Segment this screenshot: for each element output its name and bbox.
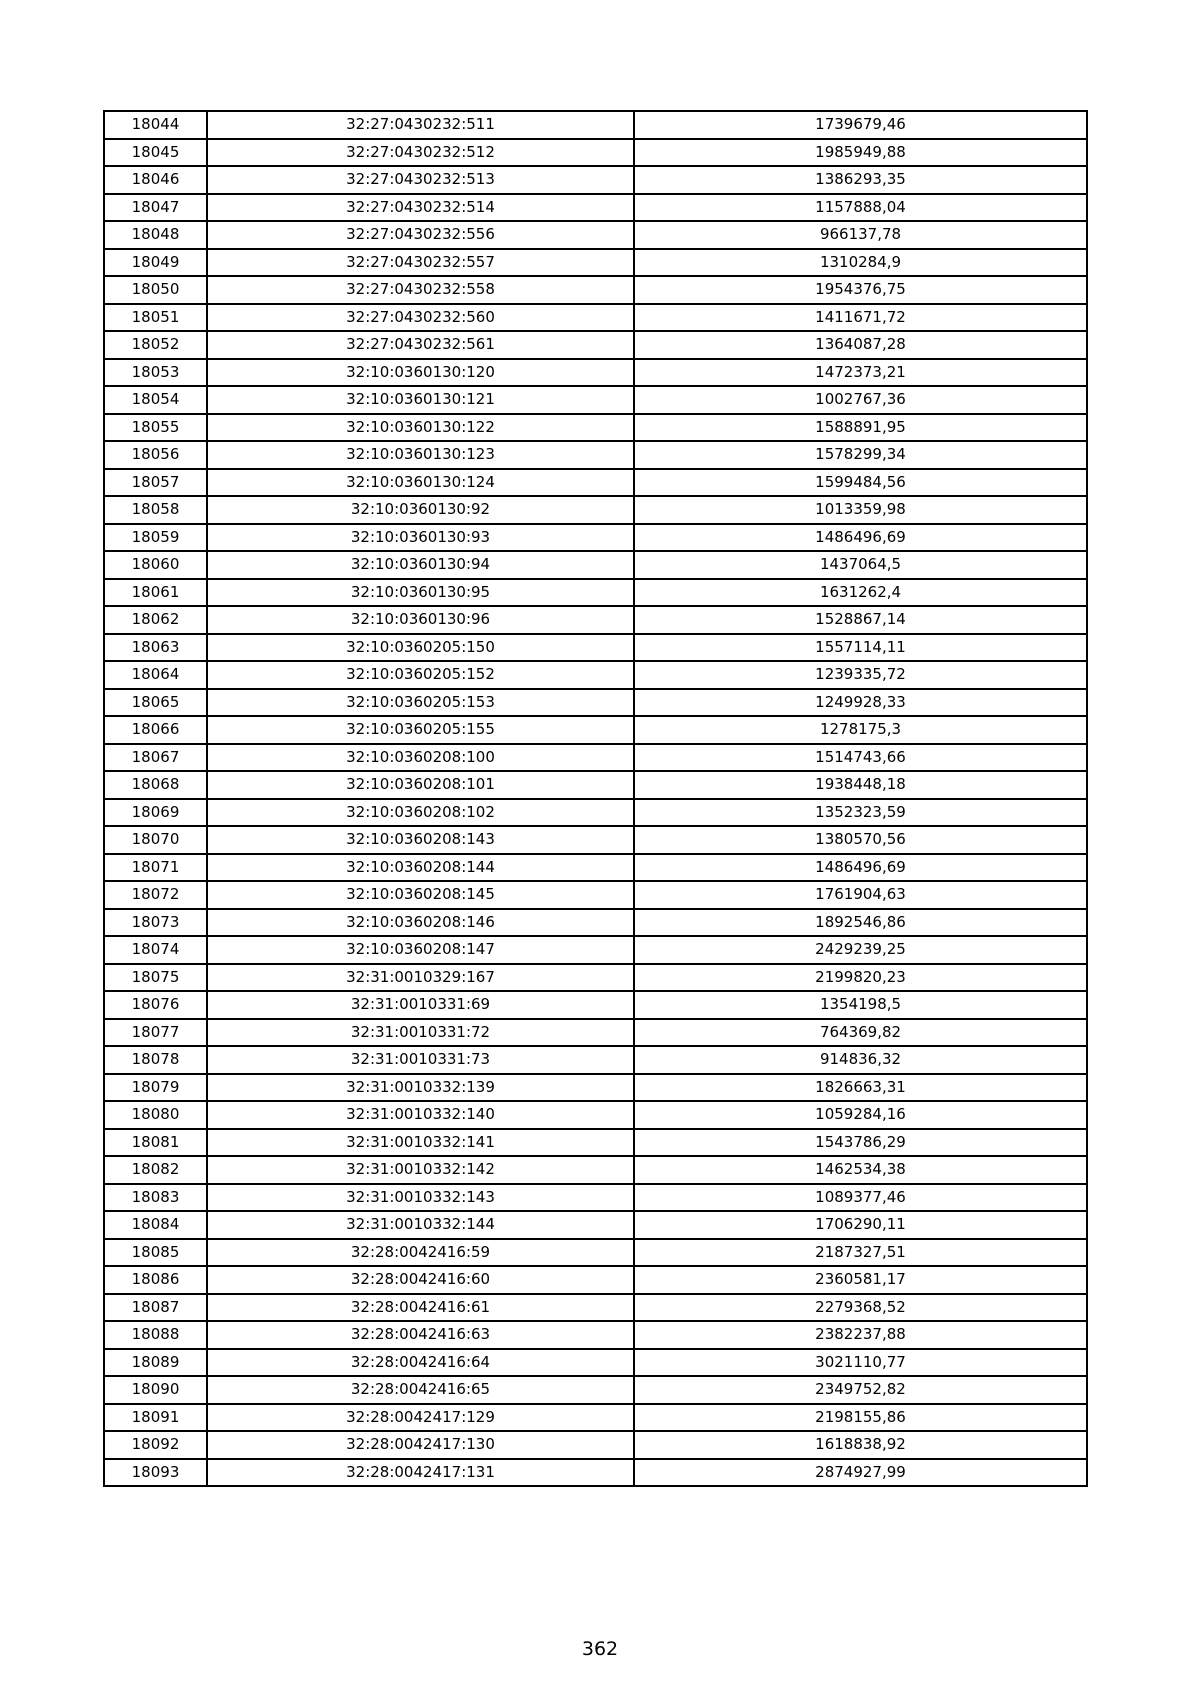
row-number-cell: 18087 bbox=[104, 1294, 207, 1322]
cadastral-number-cell: 32:31:0010331:72 bbox=[207, 1019, 634, 1047]
table-row bbox=[104, 1404, 1087, 1432]
cadastral-number-cell: 32:27:0430232:557 bbox=[207, 249, 634, 277]
cadastral-number-cell: 32:10:0360130:96 bbox=[207, 606, 634, 634]
table-row bbox=[104, 1349, 1087, 1377]
table-row bbox=[104, 111, 1087, 139]
row-number-cell: 18064 bbox=[104, 661, 207, 689]
value-cell: 2199820,23 bbox=[634, 964, 1087, 992]
value-cell: 1310284,9 bbox=[634, 249, 1087, 277]
value-cell: 1411671,72 bbox=[634, 304, 1087, 332]
table-row bbox=[104, 276, 1087, 304]
row-number-cell: 18072 bbox=[104, 881, 207, 909]
row-number-cell: 18060 bbox=[104, 551, 207, 579]
table-body bbox=[104, 111, 1087, 1486]
table-row bbox=[104, 359, 1087, 387]
cadastral-number-cell: 32:10:0360208:147 bbox=[207, 936, 634, 964]
cadastral-number-cell: 32:27:0430232:512 bbox=[207, 139, 634, 167]
row-number-cell: 18061 bbox=[104, 579, 207, 607]
cadastral-number-cell: 32:31:0010332:143 bbox=[207, 1184, 634, 1212]
table-row bbox=[104, 1459, 1087, 1487]
row-number-cell: 18089 bbox=[104, 1349, 207, 1377]
value-cell: 1599484,56 bbox=[634, 469, 1087, 497]
row-number-cell: 18081 bbox=[104, 1129, 207, 1157]
table-row bbox=[104, 771, 1087, 799]
table-row bbox=[104, 854, 1087, 882]
row-number-cell: 18082 bbox=[104, 1156, 207, 1184]
row-number-cell: 18067 bbox=[104, 744, 207, 772]
value-cell: 2874927,99 bbox=[634, 1459, 1087, 1487]
cadastral-number-cell: 32:10:0360205:155 bbox=[207, 716, 634, 744]
value-cell: 1588891,95 bbox=[634, 414, 1087, 442]
table-row bbox=[104, 1211, 1087, 1239]
row-number-cell: 18090 bbox=[104, 1376, 207, 1404]
table-row bbox=[104, 606, 1087, 634]
row-number-cell: 18052 bbox=[104, 331, 207, 359]
value-cell: 1002767,36 bbox=[634, 386, 1087, 414]
table-row bbox=[104, 634, 1087, 662]
table-row bbox=[104, 744, 1087, 772]
table-row bbox=[104, 249, 1087, 277]
row-number-cell: 18065 bbox=[104, 689, 207, 717]
cadastral-number-cell: 32:31:0010332:141 bbox=[207, 1129, 634, 1157]
table-row bbox=[104, 441, 1087, 469]
value-cell: 1486496,69 bbox=[634, 524, 1087, 552]
cadastral-number-cell: 32:28:0042417:130 bbox=[207, 1431, 634, 1459]
cadastral-number-cell: 32:31:0010332:140 bbox=[207, 1101, 634, 1129]
table-row bbox=[104, 1046, 1087, 1074]
value-cell: 1437064,5 bbox=[634, 551, 1087, 579]
cadastral-number-cell: 32:31:0010332:139 bbox=[207, 1074, 634, 1102]
row-number-cell: 18075 bbox=[104, 964, 207, 992]
page-number: 362 bbox=[581, 1638, 619, 1660]
table-row bbox=[104, 414, 1087, 442]
cadastral-number-cell: 32:10:0360130:94 bbox=[207, 551, 634, 579]
cadastral-number-cell: 32:10:0360205:150 bbox=[207, 634, 634, 662]
cadastral-number-cell: 32:10:0360130:92 bbox=[207, 496, 634, 524]
cadastral-number-cell: 32:10:0360130:93 bbox=[207, 524, 634, 552]
cadastral-number-cell: 32:10:0360208:145 bbox=[207, 881, 634, 909]
cadastral-number-cell: 32:10:0360208:101 bbox=[207, 771, 634, 799]
row-number-cell: 18053 bbox=[104, 359, 207, 387]
value-cell: 2429239,25 bbox=[634, 936, 1087, 964]
row-number-cell: 18054 bbox=[104, 386, 207, 414]
row-number-cell: 18057 bbox=[104, 469, 207, 497]
value-cell: 1985949,88 bbox=[634, 139, 1087, 167]
row-number-cell: 18092 bbox=[104, 1431, 207, 1459]
cadastral-number-cell: 32:31:0010331:73 bbox=[207, 1046, 634, 1074]
cadastral-number-cell: 32:27:0430232:561 bbox=[207, 331, 634, 359]
table-row bbox=[104, 661, 1087, 689]
row-number-cell: 18047 bbox=[104, 194, 207, 222]
value-cell: 3021110,77 bbox=[634, 1349, 1087, 1377]
table-row bbox=[104, 579, 1087, 607]
row-number-cell: 18086 bbox=[104, 1266, 207, 1294]
row-number-cell: 18058 bbox=[104, 496, 207, 524]
cadastral-number-cell: 32:10:0360205:152 bbox=[207, 661, 634, 689]
table-row bbox=[104, 881, 1087, 909]
table-row bbox=[104, 304, 1087, 332]
cadastral-number-cell: 32:10:0360130:124 bbox=[207, 469, 634, 497]
row-number-cell: 18059 bbox=[104, 524, 207, 552]
value-cell: 2382237,88 bbox=[634, 1321, 1087, 1349]
table-row bbox=[104, 221, 1087, 249]
table-row bbox=[104, 551, 1087, 579]
table-row bbox=[104, 1019, 1087, 1047]
table-row bbox=[104, 1321, 1087, 1349]
table-row bbox=[104, 1101, 1087, 1129]
value-cell: 1514743,66 bbox=[634, 744, 1087, 772]
row-number-cell: 18048 bbox=[104, 221, 207, 249]
value-cell: 1954376,75 bbox=[634, 276, 1087, 304]
table-row bbox=[104, 799, 1087, 827]
row-number-cell: 18056 bbox=[104, 441, 207, 469]
value-cell: 1239335,72 bbox=[634, 661, 1087, 689]
table-row bbox=[104, 909, 1087, 937]
cadastral-number-cell: 32:31:0010332:142 bbox=[207, 1156, 634, 1184]
cadastral-number-cell: 32:31:0010331:69 bbox=[207, 991, 634, 1019]
cadastral-number-cell: 32:27:0430232:511 bbox=[207, 111, 634, 139]
cadastral-number-cell: 32:28:0042416:63 bbox=[207, 1321, 634, 1349]
row-number-cell: 18050 bbox=[104, 276, 207, 304]
value-cell: 1278175,3 bbox=[634, 716, 1087, 744]
value-cell: 1543786,29 bbox=[634, 1129, 1087, 1157]
cadastral-number-cell: 32:28:0042416:61 bbox=[207, 1294, 634, 1322]
table-row bbox=[104, 826, 1087, 854]
row-number-cell: 18069 bbox=[104, 799, 207, 827]
table-row bbox=[104, 386, 1087, 414]
value-cell: 2187327,51 bbox=[634, 1239, 1087, 1267]
row-number-cell: 18083 bbox=[104, 1184, 207, 1212]
value-cell: 1618838,92 bbox=[634, 1431, 1087, 1459]
value-cell: 1157888,04 bbox=[634, 194, 1087, 222]
value-cell: 1354198,5 bbox=[634, 991, 1087, 1019]
row-number-cell: 18063 bbox=[104, 634, 207, 662]
value-cell: 1739679,46 bbox=[634, 111, 1087, 139]
table-row bbox=[104, 964, 1087, 992]
value-cell: 966137,78 bbox=[634, 221, 1087, 249]
table-row bbox=[104, 716, 1087, 744]
row-number-cell: 18093 bbox=[104, 1459, 207, 1487]
value-cell: 1364087,28 bbox=[634, 331, 1087, 359]
cadastral-number-cell: 32:10:0360208:100 bbox=[207, 744, 634, 772]
table-row bbox=[104, 1266, 1087, 1294]
cadastral-number-cell: 32:27:0430232:513 bbox=[207, 166, 634, 194]
cadastral-number-cell: 32:28:0042416:60 bbox=[207, 1266, 634, 1294]
row-number-cell: 18076 bbox=[104, 991, 207, 1019]
cadastral-number-cell: 32:10:0360130:123 bbox=[207, 441, 634, 469]
value-cell: 914836,32 bbox=[634, 1046, 1087, 1074]
row-number-cell: 18084 bbox=[104, 1211, 207, 1239]
row-number-cell: 18066 bbox=[104, 716, 207, 744]
row-number-cell: 18068 bbox=[104, 771, 207, 799]
row-number-cell: 18071 bbox=[104, 854, 207, 882]
row-number-cell: 18045 bbox=[104, 139, 207, 167]
cadastral-number-cell: 32:10:0360130:95 bbox=[207, 579, 634, 607]
cadastral-number-cell: 32:31:0010329:167 bbox=[207, 964, 634, 992]
cadastral-number-cell: 32:31:0010332:144 bbox=[207, 1211, 634, 1239]
table-row bbox=[104, 524, 1087, 552]
cadastral-number-cell: 32:27:0430232:558 bbox=[207, 276, 634, 304]
row-number-cell: 18079 bbox=[104, 1074, 207, 1102]
data-table bbox=[103, 110, 1088, 1487]
value-cell: 1089377,46 bbox=[634, 1184, 1087, 1212]
table-row bbox=[104, 1156, 1087, 1184]
cadastral-number-cell: 32:10:0360208:102 bbox=[207, 799, 634, 827]
row-number-cell: 18055 bbox=[104, 414, 207, 442]
row-number-cell: 18074 bbox=[104, 936, 207, 964]
value-cell: 1826663,31 bbox=[634, 1074, 1087, 1102]
value-cell: 1486496,69 bbox=[634, 854, 1087, 882]
row-number-cell: 18070 bbox=[104, 826, 207, 854]
table-row bbox=[104, 689, 1087, 717]
value-cell: 1462534,38 bbox=[634, 1156, 1087, 1184]
row-number-cell: 18062 bbox=[104, 606, 207, 634]
value-cell: 2349752,82 bbox=[634, 1376, 1087, 1404]
value-cell: 1631262,4 bbox=[634, 579, 1087, 607]
cadastral-number-cell: 32:10:0360130:121 bbox=[207, 386, 634, 414]
table-row bbox=[104, 1294, 1087, 1322]
table-row bbox=[104, 194, 1087, 222]
cadastral-number-cell: 32:10:0360130:120 bbox=[207, 359, 634, 387]
row-number-cell: 18088 bbox=[104, 1321, 207, 1349]
table-row bbox=[104, 991, 1087, 1019]
table-row bbox=[104, 331, 1087, 359]
row-number-cell: 18078 bbox=[104, 1046, 207, 1074]
cadastral-number-cell: 32:27:0430232:514 bbox=[207, 194, 634, 222]
cadastral-number-cell: 32:10:0360208:143 bbox=[207, 826, 634, 854]
row-number-cell: 18046 bbox=[104, 166, 207, 194]
cadastral-number-cell: 32:10:0360208:144 bbox=[207, 854, 634, 882]
cadastral-number-cell: 32:28:0042417:129 bbox=[207, 1404, 634, 1432]
table-row bbox=[104, 1074, 1087, 1102]
value-cell: 2360581,17 bbox=[634, 1266, 1087, 1294]
value-cell: 1578299,34 bbox=[634, 441, 1087, 469]
row-number-cell: 18077 bbox=[104, 1019, 207, 1047]
row-number-cell: 18049 bbox=[104, 249, 207, 277]
cadastral-number-cell: 32:27:0430232:556 bbox=[207, 221, 634, 249]
table-row bbox=[104, 1129, 1087, 1157]
cadastral-number-cell: 32:28:0042416:65 bbox=[207, 1376, 634, 1404]
value-cell: 1761904,63 bbox=[634, 881, 1087, 909]
cadastral-number-cell: 32:28:0042416:59 bbox=[207, 1239, 634, 1267]
table-row bbox=[104, 166, 1087, 194]
cadastral-number-cell: 32:28:0042417:131 bbox=[207, 1459, 634, 1487]
table-row bbox=[104, 1431, 1087, 1459]
value-cell: 1472373,21 bbox=[634, 359, 1087, 387]
value-cell: 1013359,98 bbox=[634, 496, 1087, 524]
table-row bbox=[104, 469, 1087, 497]
cadastral-number-cell: 32:28:0042416:64 bbox=[207, 1349, 634, 1377]
cadastral-number-cell: 32:10:0360130:122 bbox=[207, 414, 634, 442]
table-row bbox=[104, 1184, 1087, 1212]
table-row bbox=[104, 936, 1087, 964]
row-number-cell: 18080 bbox=[104, 1101, 207, 1129]
table-row bbox=[104, 139, 1087, 167]
table-row bbox=[104, 1376, 1087, 1404]
value-cell: 1706290,11 bbox=[634, 1211, 1087, 1239]
value-cell: 1352323,59 bbox=[634, 799, 1087, 827]
table-row bbox=[104, 1239, 1087, 1267]
row-number-cell: 18073 bbox=[104, 909, 207, 937]
table-row bbox=[104, 496, 1087, 524]
value-cell: 2198155,86 bbox=[634, 1404, 1087, 1432]
value-cell: 1892546,86 bbox=[634, 909, 1087, 937]
value-cell: 1380570,56 bbox=[634, 826, 1087, 854]
value-cell: 764369,82 bbox=[634, 1019, 1087, 1047]
value-cell: 2279368,52 bbox=[634, 1294, 1087, 1322]
row-number-cell: 18091 bbox=[104, 1404, 207, 1432]
row-number-cell: 18044 bbox=[104, 111, 207, 139]
cadastral-number-cell: 32:27:0430232:560 bbox=[207, 304, 634, 332]
value-cell: 1386293,35 bbox=[634, 166, 1087, 194]
row-number-cell: 18051 bbox=[104, 304, 207, 332]
row-number-cell: 18085 bbox=[104, 1239, 207, 1267]
value-cell: 1249928,33 bbox=[634, 689, 1087, 717]
value-cell: 1528867,14 bbox=[634, 606, 1087, 634]
cadastral-number-cell: 32:10:0360205:153 bbox=[207, 689, 634, 717]
value-cell: 1059284,16 bbox=[634, 1101, 1087, 1129]
cadastral-number-cell: 32:10:0360208:146 bbox=[207, 909, 634, 937]
value-cell: 1557114,11 bbox=[634, 634, 1087, 662]
value-cell: 1938448,18 bbox=[634, 771, 1087, 799]
